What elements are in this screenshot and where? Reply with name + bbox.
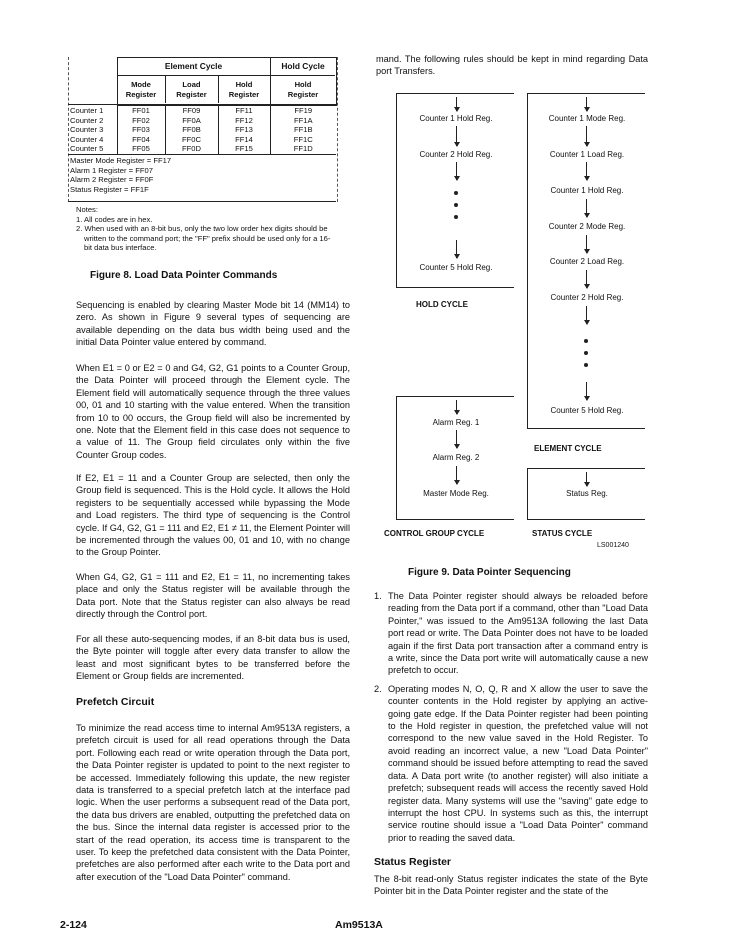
register-code-cell: FF03 [117,125,165,135]
extra-register: Alarm 2 Register = FF0F [70,175,154,185]
register-code-cell: FF0D [165,144,218,154]
element-cycle-step: Counter 2 Mode Reg. [548,222,626,231]
register-code-table [68,106,336,154]
col-hold-register: Hold Register [228,80,260,99]
register-code-cell: FF12 [218,116,270,126]
register-code-cell: FF15 [218,144,270,154]
table-row [68,116,336,126]
control-cycle-step: Master Mode Reg. [423,489,489,498]
hold-cycle-label: HOLD CYCLE [416,300,468,309]
control-cycle-step: Alarm Reg. 2 [432,453,480,462]
control-cycle-step: Alarm Reg. 1 [432,418,480,427]
register-code-cell: FF1D [270,144,336,154]
status-register-paragraph: The 8-bit read-only Status register indicates the state of the Byte Pointer bit in the Data Pointer register and the state of the [374,874,648,897]
extra-register: Master Mode Register = FF17 [70,156,172,165]
register-code-cell: FF0B [165,125,218,135]
register-code-cell: FF01 [117,106,165,116]
prefetch-paragraph: To minimize the read access time to internal Am9513A registers, a prefetch circuit is used for all read operations through the Data port. Following each read or write operation through the Data port, the Data Pointer register is updated to point to the next register to be accessed. Immediately following this update, the new register data is transferred to a special prefetch latch at the interface pad logic. When the user performs a subsequent read of the Data port, the data bus drivers are enabled, outputting the prefetched data on the bus. Since the internal data register is accessed prior to the start of the read operation, its access time is transparent to the user. To keep the prefetched data consistent with the Data Pointer, prefetches are also performed after each write to the Data port and after execution of the "Load Data Pointer" command. [76,723,350,882]
register-code-cell: FF19 [270,106,336,116]
register-code-cell: FF1A [270,116,336,126]
col-load-register: Load Register [176,80,207,99]
figure9-caption: Figure 9. Data Pointer Sequencing [408,567,571,578]
data-port-rules [374,590,648,850]
element-cycle-paragraph: When E1 = 0 or E2 = 0 and G4, G2, G1 points to a Counter Group, the Data Pointer will proceed through the Element cycle. The Element field will automatically sequence through the three values 00, 01 and 10 starting with the value entered. When the transition from 10 to 00 occurs, the Group field will also be incremented by one. Note that the Element field in this case does not sequence to a value of 11. The Group field circulates only within the five Counter Group codes. [76,363,350,460]
figure8-caption: Figure 8. Load Data Pointer Commands [90,270,278,281]
table-notes [76,205,332,253]
row-label: Counter 3 [70,125,104,135]
element-cycle-step: Counter 1 Load Reg. [549,150,625,159]
rules-intro: mand. The following rules should be kept in mind regarding Data port Transfers. [376,54,648,77]
register-code-cell: FF02 [117,116,165,126]
register-code-cell: FF04 [117,135,165,145]
row-label: Counter 2 [70,115,104,125]
register-code-cell: FF05 [117,144,165,154]
row-label: Counter 5 [70,144,104,154]
hold-cycle-header: Hold Cycle [281,61,325,71]
hold-cycle-paragraph: If E2, E1 = 11 and a Counter Group are selected, then only the Group field is sequenced. This is the Hold cycle. It allows the Hold registers to be sequentially accessed while bypassing the Mode and Load registers. The third type of sequencing is the Control cycle. If G4, G2, G1 = 111 and E2, E1 ≠ 11, the Element Pointer will be incremented through the values 00, 01 and 10, with no change to the Group Pointer. [76,473,350,558]
col-hold-cycle-register: Hold Register [287,80,319,99]
register-code-cell: FF11 [218,106,270,116]
table-row [68,106,336,116]
page-number: 2-124 [60,919,87,931]
element-cycle-step: Counter 2 Hold Reg. [550,293,624,302]
row-label: Counter 4 [70,134,104,144]
register-code-cell: FF13 [218,125,270,135]
status-only-paragraph: When G4, G2, G1 = 111 and E2, E1 = 11, no incrementing takes place and only the Status register will be available through the Data port. Note that the Status register can also always be read directly through the Control port. [76,572,350,620]
register-code-cell: FF1B [270,125,336,135]
extra-register: Alarm 1 Register = FF07 [70,165,153,175]
prefetch-heading: Prefetch Circuit [76,696,155,708]
register-code-cell: FF14 [218,135,270,145]
sequencing-paragraph: Sequencing is enabled by clearing Master Mode bit 14 (MM14) to zero. As shown in Figure 9 several types of sequencing are available depending on the data bus width being used and the initial Data Pointer value entered by command. [76,300,350,348]
rule-item: 1. The Data Pointer register should always be reloaded before reading from the Data port if a command, other than "Load Data Pointer," was issued to the Am9513A following the last Data port read or write. The Data Pointer does not have to be loaded again if the first Data port transaction after a command entry is a write, since the Data port write will automatically cause a new prefetch to occur. [374,591,648,676]
part-number: Am9513A [335,919,383,931]
notes-title: Notes: [76,205,98,214]
status-register-heading: Status Register [374,856,452,868]
control-cycle-label: CONTROL GROUP CYCLE [384,529,485,538]
table-row [68,144,336,154]
table-row [68,125,336,135]
row-label: Counter 1 [70,106,104,115]
byte-pointer-paragraph: For all these auto-sequencing modes, if an 8-bit data bus is used, the Byte pointer will toggle after every data transfer to allow the least and most significant bytes to be transferred before the Element or Group fields are incremented. [76,634,350,682]
element-cycle-step: Counter 2 Load Reg. [549,257,625,266]
hold-cycle-step: Counter 1 Hold Reg. [419,114,493,123]
status-cycle-step: Status Reg. [566,489,608,498]
element-cycle-step: Counter 1 Hold Reg. [550,186,624,195]
hold-cycle-step: Counter 5 Hold Reg. [419,263,493,272]
rule-item: 2. Operating modes N, O, Q, R and X allow the user to save the counter contents in the Hold register by applying an active-going gate edge. If the Data Pointer register had been pointing to the Hold register in question, the prefetched value will not correspond to the new value saved in the Hold Register. To avoid reading an incorrect value, a new "Load Data Pointer" command should be issued before attempting to read the saved data. A Data port write (to another register) will also initiate a prefetch; subsequent reads will access the recently saved Hold register data. Many systems will use the "saving" gate edge to interrupt the host CPU. In systems such as this, the interrupt service routine should issue a "Load Data Pointer" command prior to reading the saved data. [374,683,648,843]
register-code-cell: FF0A [165,116,218,126]
element-cycle-header: Element Cycle [164,61,223,71]
register-code-cell: FF1C [270,135,336,145]
extra-register: Status Register = FF1F [70,184,149,194]
note-1: 1. All codes are in hex. [76,214,153,224]
extra-register-list [70,156,171,194]
hold-cycle-step: Counter 2 Hold Reg. [419,150,493,159]
col-mode-register: Mode Register [125,80,157,99]
element-cycle-step: Counter 5 Hold Reg. [550,406,624,415]
figure-id: LS001240 [597,542,629,549]
register-code-cell: FF0C [165,135,218,145]
status-cycle-label: STATUS CYCLE [532,529,593,538]
table-row [68,135,336,145]
note-2: 2. When used with an 8-bit bus, only the two low order hex digits should be written to the command port; the "FF" prefix should be used only for a 16-bit data bus interface. [76,224,331,253]
element-cycle-step: Counter 1 Mode Reg. [548,114,626,123]
register-code-cell: FF09 [165,106,218,116]
element-cycle-label: ELEMENT CYCLE [534,444,602,453]
